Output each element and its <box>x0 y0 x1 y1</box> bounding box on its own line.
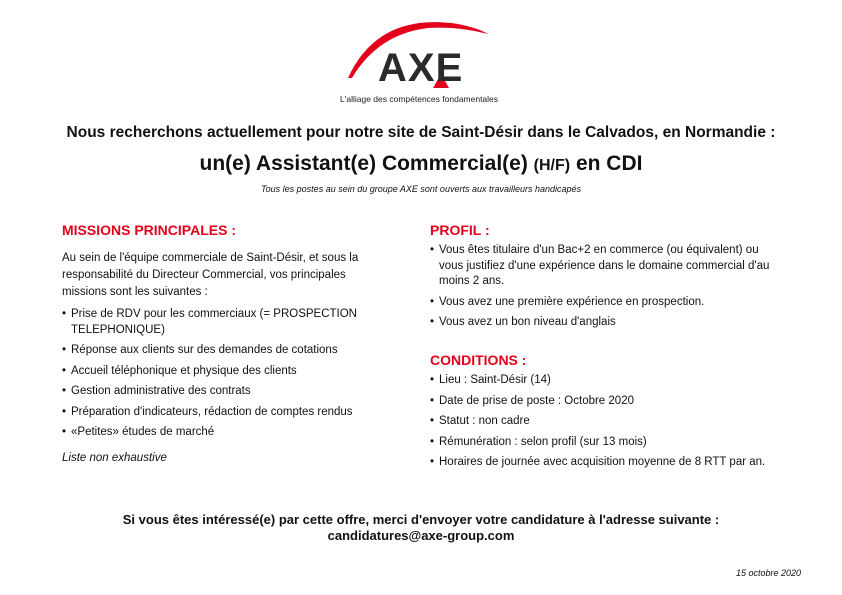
list-item: • Vous êtes titulaire d'un Bac+2 en commerce (ou équivalent) ou vous justifiez d'une expérience dans le domaine commercial d'au moins 2 ans. <box>430 243 780 290</box>
conditions-title: CONDITIONS : <box>430 352 527 368</box>
list-item: • Lieu : Saint-Désir (14) <box>430 373 800 389</box>
profil-title: PROFIL : <box>430 222 490 238</box>
list-item: • Préparation d'indicateurs, rédaction de comptes rendus <box>62 405 392 421</box>
list-item: • Date de prise de poste : Octobre 2020 <box>430 394 800 410</box>
missions-intro: Au sein de l'équipe commerciale de Saint-Désir, et sous la responsabilité du Directeur Commercial, vos principales missions sont les suivantes : <box>62 252 359 298</box>
job-title <box>0 152 842 176</box>
conditions-list <box>430 373 800 476</box>
missions-title: MISSIONS PRINCIPALES : <box>62 222 236 238</box>
list-item: • Rémunération : selon profil (sur 13 mois) <box>430 435 800 451</box>
list-item: • Accueil téléphonique et physique des clients <box>62 364 392 380</box>
missions-list <box>62 307 392 446</box>
list-item: • Horaires de journée avec acquisition moyenne de 8 RTT par an. <box>430 455 800 471</box>
list-item: • Vous avez un bon niveau d'anglais <box>430 315 780 331</box>
list-item: • Gestion administrative des contrats <box>62 384 392 400</box>
cta-text: Si vous êtes intéressé(e) par cette offre, merci d'envoyer votre candidature à l'adresse suivante : <box>122 512 720 527</box>
list-item: • Réponse aux clients sur des demandes de cotations <box>62 343 392 359</box>
list-item: • Statut : non cadre <box>430 414 800 430</box>
list-item: • «Petites» études de marché <box>62 425 392 441</box>
call-to-action <box>0 512 842 544</box>
job-title-hf: (H/F) <box>533 157 571 174</box>
list-item: • Vous avez une première expérience en prospection. <box>430 295 780 311</box>
publication-date: 15 octobre 2020 <box>736 568 802 578</box>
handicap-note: Tous les postes au sein du groupe AXE sont ouverts aux travailleurs handicapés <box>260 184 582 194</box>
job-title-contract: en CDI <box>575 152 643 175</box>
missions-note: Liste non exhaustive <box>62 452 167 464</box>
job-title-main: un(e) Assistant(e) Commercial(e) <box>199 152 528 175</box>
list-item: • Prise de RDV pour les commerciaux (= PROSPECTION TELEPHONIQUE) <box>62 307 392 338</box>
logo-wordmark: AXE <box>378 46 464 90</box>
logo-tagline: L'alliage des compétences fondamentales <box>340 94 499 104</box>
profil-list <box>430 243 780 336</box>
axe-logo <box>338 20 518 108</box>
page-headline: Nous recherchons actuellement pour notre site de Saint-Désir dans le Calvados, en Normandie : <box>66 124 776 141</box>
cta-email[interactable]: candidatures@axe-group.com <box>327 528 515 543</box>
